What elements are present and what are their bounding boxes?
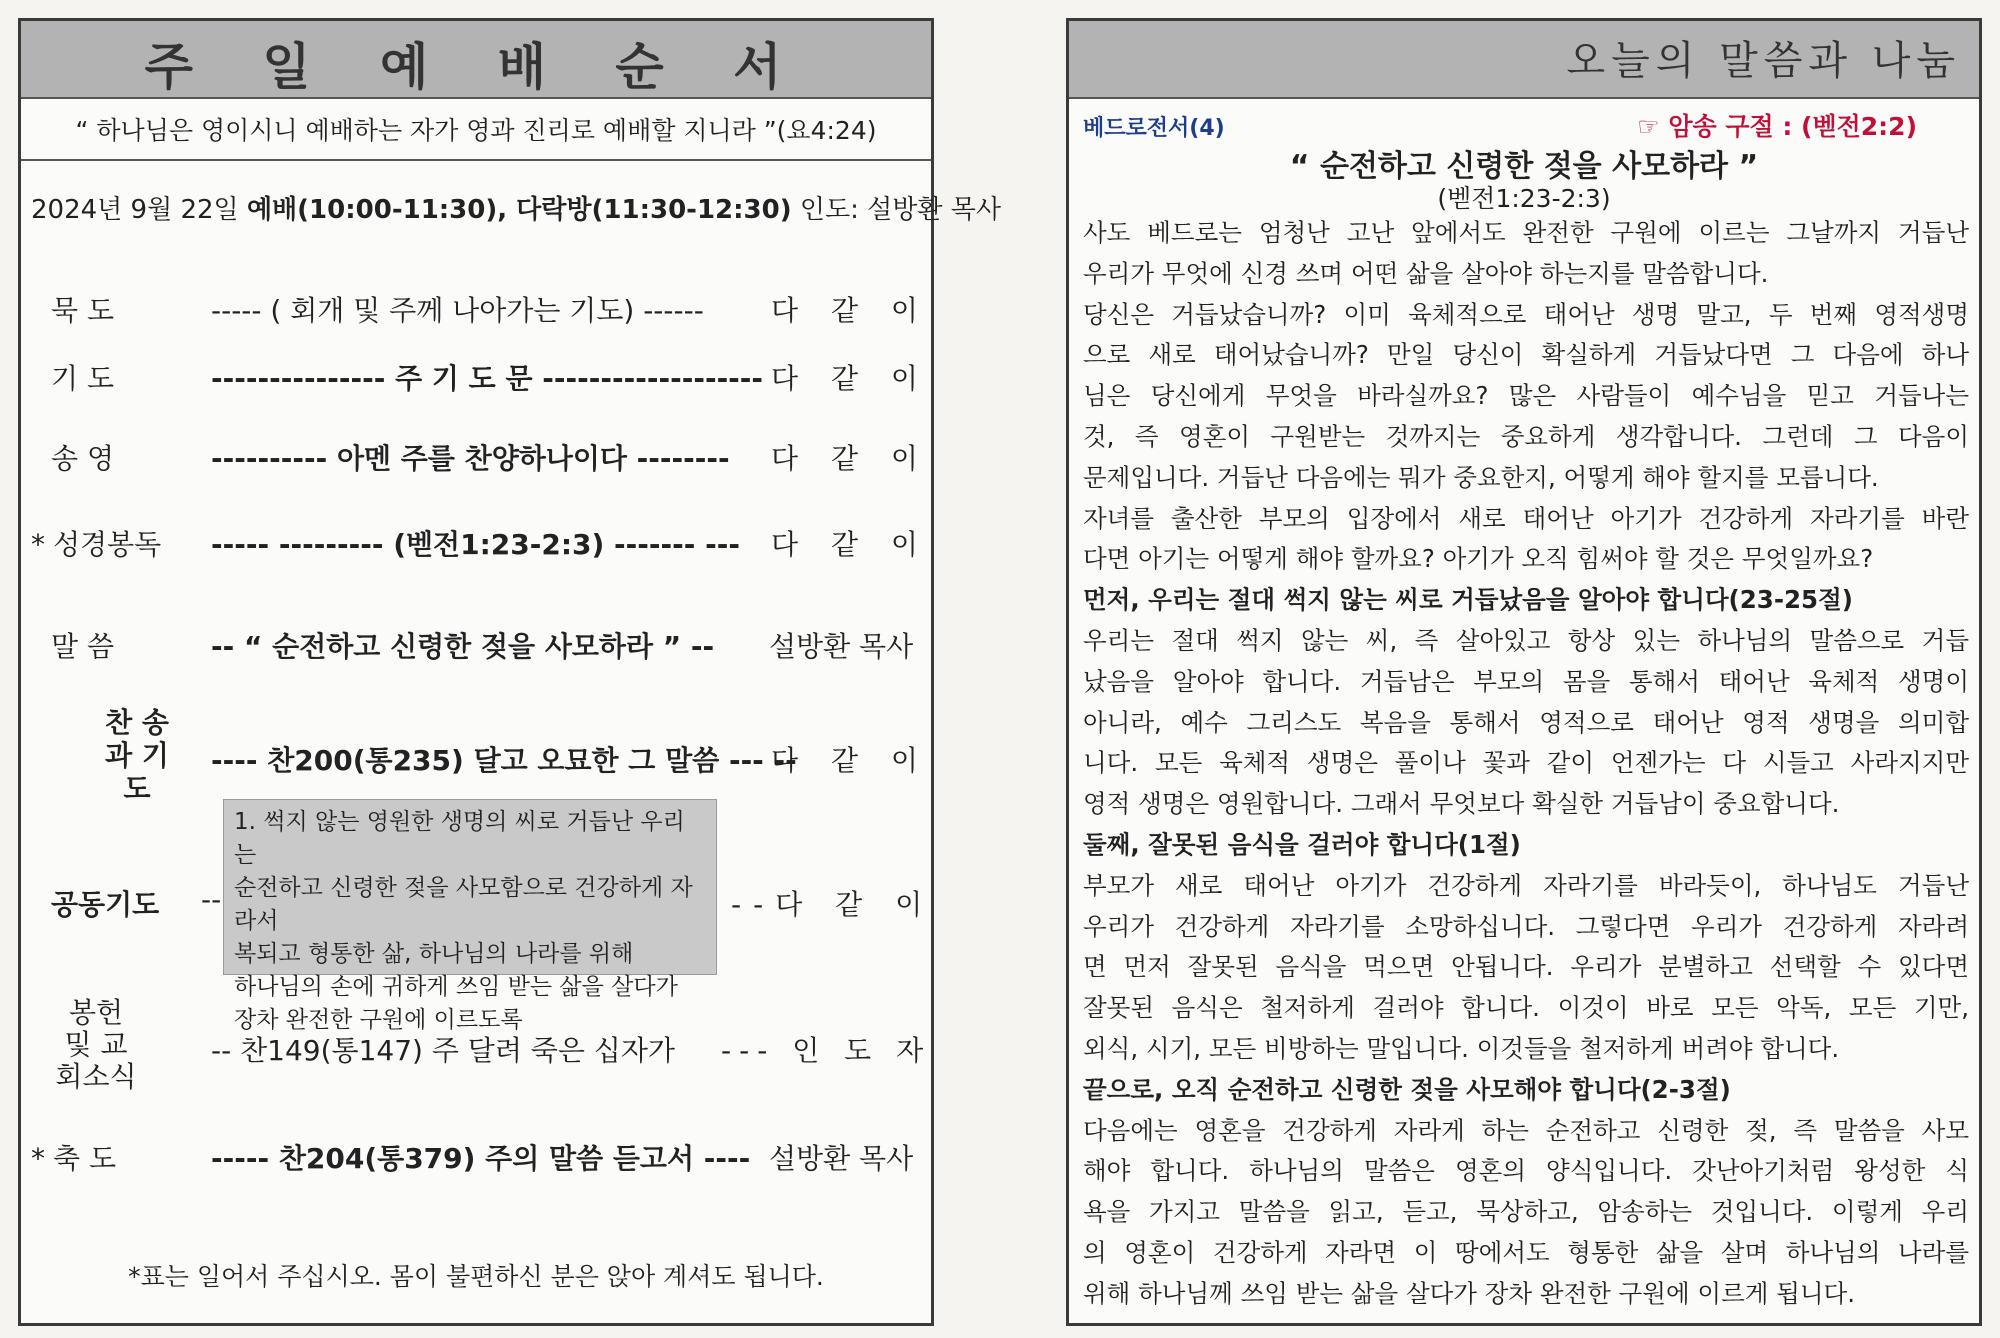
order-item: -- — [201, 883, 222, 916]
service-info — [31, 189, 1001, 226]
prayer-line: 복되고 형통한 삶, 하나님의 나라를 위해 — [234, 941, 634, 967]
body-line: 의 영혼이 건강하게 자라면 이 땅에서도 형통한 삶을 살며 하나님의 나라를 — [1083, 1237, 1969, 1267]
order-item: --------------- 주 기 도 문 ------------------- — [211, 362, 764, 395]
order-label: 송 영 — [51, 442, 114, 475]
sermon-body — [1083, 213, 1969, 1315]
order-label: * 축 도 — [31, 1142, 116, 1175]
order-label: 찬 송 과 기 도 — [105, 706, 169, 805]
order-label: 공동기도 — [51, 888, 160, 921]
body-line: 으로 새로 태어났습니까? 만일 당신이 확실하게 거듭났다면 그 다음에 하나 — [1083, 340, 1969, 370]
order-performer: 다 같 이 — [771, 744, 930, 777]
body-line: 당신은 거듭났습니까? 이미 육체적으로 태어난 생명 말고, 두 번째 영적생명 — [1083, 299, 1969, 329]
order-row-hymn-prayer — [51, 706, 930, 805]
order-row-silent-prayer — [51, 289, 930, 329]
service-leader: 인도: 설방환 목사 — [799, 195, 1001, 225]
order-label: 기 도 — [51, 362, 114, 395]
page-title: 오늘의 말씀과 나눔 — [1566, 38, 1961, 84]
standing-mark: * — [31, 528, 45, 561]
standing-mark: * — [31, 1142, 45, 1175]
body-line: 우리는 절대 썩지 않는 씨, 즉 살아있고 항상 있는 하나님의 말씀으로 거듭 — [1083, 625, 1969, 655]
order-performer: 다 같 이 — [771, 362, 930, 395]
body-line: 욕을 가지고 말씀을 읽고, 듣고, 묵상하고, 암송하는 것입니다. 이렇게 우리 — [1083, 1197, 1969, 1227]
common-prayer-box — [223, 799, 717, 1033]
body-line: 문제입니다. 거듭난 다음에는 뭐가 중요한지, 어떻게 해야 할지를 모릅니다. — [1083, 462, 1879, 492]
section-heading: 먼저, 우리는 절대 썩지 않는 씨로 거듭났음을 알아야 합니다(23-25절) — [1083, 585, 1853, 615]
order-performer: 다 같 이 — [771, 442, 930, 475]
section-heading: 둘째, 잘못된 음식을 걸러야 합니다(1절) — [1083, 829, 1521, 859]
body-line: 다음에는 영혼을 건강하게 자라게 하는 순전하고 신령한 젖, 즉 말씀을 사모 — [1083, 1115, 1969, 1145]
body-line: 다면 아기는 어떻게 해야 할까요? 아기가 오직 힘써야 할 것은 무엇일까요? — [1083, 544, 1874, 574]
body-line: 외식, 시기, 모든 비방하는 말입니다. 이것들을 철저하게 버려야 합니다. — [1083, 1033, 1840, 1063]
order-item: ---------- 아멘 주를 찬양하나이다 -------- — [211, 442, 730, 475]
body-line: 위해 하나님께 쓰임 받는 삶을 살다가 장차 완전한 구원에 이르게 됩니다. — [1083, 1278, 1856, 1308]
order-row-benediction — [31, 1137, 914, 1177]
body-line: 니다. 모든 육체적 생명은 풀이나 꽃과 같이 언젠가는 다 시들고 사라지지만 — [1083, 748, 1969, 778]
order-performer: 설방환 목사 — [769, 630, 914, 663]
prayer-line: 1. 썩지 않는 영원한 생명의 씨로 거듭난 우리는 — [234, 809, 685, 868]
order-performer: 설방환 목사 — [769, 1142, 914, 1175]
prayer-line: 하나님의 손에 귀하게 쓰임 받는 삶을 살다가 — [234, 974, 678, 1000]
order-item: -- 찬149(통147) 주 달려 죽은 십자가 — [211, 1034, 675, 1067]
left-header-band — [21, 21, 931, 99]
sermon-reference: (벧전1:23-2:3) — [1437, 184, 1611, 213]
order-label: 묵 도 — [51, 294, 114, 327]
order-item: ----- 찬204(통379) 주의 말씀 듣고서 ---- — [211, 1142, 751, 1175]
body-line: 해야 합니다. 하나님의 말씀은 영혼의 양식입니다. 갓난아기처럼 왕성한 식 — [1083, 1156, 1969, 1186]
order-row-sermon — [51, 625, 914, 665]
order-row-doxology — [51, 437, 930, 477]
body-line: 부모가 새로 태어난 아기가 건강하게 자라기를 바라듯이, 하나님도 거듭난 — [1083, 870, 1969, 900]
sermon-title: “ 순전하고 신령한 젖을 사모하라 ” — [1289, 149, 1759, 184]
body-line: 아니라, 예수 그리스도 복음을 통해서 영적으로 태어난 영적 생명을 의미합 — [1083, 707, 1969, 737]
order-performer: --- 인 도 자 — [721, 1034, 932, 1067]
footnote: *표는 일어서 주십시오. 몸이 불편하신 분은 앉아 계셔도 됩니다. — [128, 1262, 824, 1291]
order-item: ----- ( 회개 및 주께 나아가는 기도) ------ — [211, 294, 704, 327]
service-date: 2024년 9월 22일 — [31, 195, 239, 225]
order-item: ----- --------- (벧전1:23-2:3) ------- --- — [211, 528, 741, 561]
order-row-prayer — [51, 357, 930, 397]
body-line: 면 먼저 잘못된 음식을 먹으면 안됩니다. 우리가 분별하고 선택할 수 있다면 — [1083, 952, 1969, 982]
order-item: -- “ 순전하고 신령한 젖을 사모하라 ” -- — [211, 630, 715, 663]
body-line: 잘못된 음식은 철저하게 걸러야 합니다. 이것이 바로 모든 악독, 모든 기만, — [1083, 993, 1969, 1023]
body-line: 우리가 무엇에 신경 쓰며 어떤 삶을 살아야 하는지를 말씀합니다. — [1083, 258, 1769, 288]
order-performer: --다 같 이 — [731, 888, 935, 921]
service-times: 예배(10:00-11:30), 다락방(11:30-12:30) — [246, 195, 792, 225]
memory-verse: ☞ 암송 구절 : (벧전2:2) — [1637, 112, 1917, 141]
prayer-line: 장차 완전한 구원에 이르도록 — [234, 1007, 523, 1033]
order-row-scripture — [31, 523, 930, 563]
order-item: ---- 찬200(통235) 달고 오묘한 그 말씀 --- -- — [211, 744, 797, 777]
body-line: 우리가 건강하게 자라기를 소망하십니다. 그렇다면 우리가 건강하게 자라려 — [1083, 911, 1969, 941]
body-line: 것, 즉 영혼이 구원받는 것까지는 중요하게 생각합니다. 그런데 그 다음이 — [1083, 421, 1969, 451]
page-title: 주 일 예 배 순 서 — [144, 38, 808, 96]
order-performer: 다 같 이 — [771, 294, 930, 327]
theme-verse: “ 하나님은 영이시니 예배하는 자가 영과 진리로 예배할 지니라 ”(요4:24) — [75, 116, 877, 145]
prayer-line: 순전하고 신령한 젖을 사모함으로 건강하게 자라서 — [234, 875, 693, 934]
right-header-band — [1069, 21, 1979, 99]
body-line: 자녀를 출산한 부모의 입장에서 새로 태어난 아기가 건강하게 자라기를 바란 — [1083, 503, 1969, 533]
body-line: 님은 당신에게 무엇을 바라실까요? 많은 사람들이 예수님을 믿고 거듭나는 — [1083, 381, 1969, 411]
body-line: 났음을 알아야 합니다. 거듭남은 부모의 몸을 통해서 태어난 육체적 생명이 — [1083, 666, 1969, 696]
section-heading: 끝으로, 오직 순전하고 신령한 젖을 사모해야 합니다(2-3절) — [1083, 1074, 1731, 1104]
order-label: 말 씀 — [51, 630, 114, 663]
order-of-worship-page — [18, 18, 1001, 1326]
sermon-notes-page — [1066, 18, 1982, 1326]
order-performer: 다 같 이 — [771, 528, 930, 561]
order-label: 봉헌 및 교회소식 — [55, 996, 137, 1093]
order-label: * 성경봉독 — [31, 528, 162, 561]
body-line: 사도 베드로는 엄청난 고난 앞에서도 완전한 구원에 이르는 그날까지 거듭난 — [1083, 218, 1969, 247]
divider — [21, 159, 931, 161]
series-tag: 베드로전서(4) — [1083, 116, 1225, 141]
body-line: 영적 생명은 영원합니다. 그래서 무엇보다 확실한 거듭남이 중요합니다. — [1083, 789, 1840, 819]
